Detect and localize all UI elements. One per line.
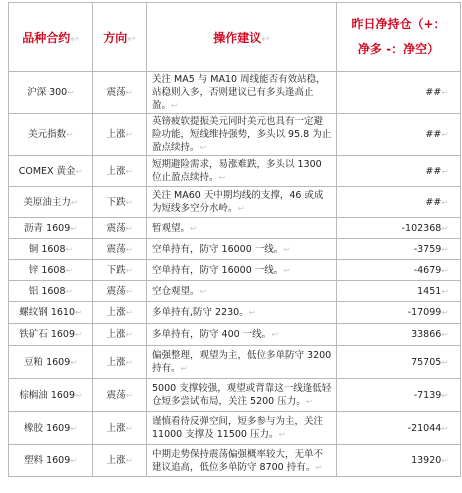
paragraph-mark-icon: ↩	[125, 130, 133, 139]
position-cell-text: 75705	[411, 356, 442, 368]
position-cell-text: ##	[425, 196, 442, 208]
direction-cell	[93, 412, 147, 445]
table-row	[9, 346, 461, 379]
paragraph-mark-icon: ↩	[125, 456, 133, 465]
advice-cell	[147, 114, 337, 156]
advice-cell	[147, 346, 337, 379]
paragraph-mark-icon: ↩	[70, 456, 77, 465]
direction-cell-text: 上涨	[106, 422, 126, 434]
direction-cell	[93, 302, 147, 324]
position-cell-text: ##	[425, 87, 442, 98]
paragraph-mark-icon: ↩	[271, 330, 278, 339]
direction-cell	[93, 445, 147, 477]
variety-cell	[9, 412, 93, 445]
paragraph-mark-icon: ↩	[283, 265, 290, 275]
position-cell	[337, 412, 461, 445]
variety-cell-text: 美元指数	[28, 129, 67, 140]
header-variety-label: 品种合约	[22, 30, 71, 45]
paragraph-mark-icon: ↩	[70, 197, 78, 207]
advice-cell	[147, 302, 337, 324]
advice-cell-text: 中期走势保持震荡偏强概率较大，无单不建议追高，低位多单防守 8700 持有。	[152, 448, 324, 473]
table-row	[9, 114, 461, 156]
variety-cell-text: 橡胶 1609	[24, 422, 71, 434]
paragraph-mark-icon: ↩	[180, 364, 188, 373]
paragraph-mark-icon: ↩	[441, 265, 448, 275]
paragraph-mark-icon: ↩	[125, 286, 133, 296]
paragraph-mark-icon: ↩	[283, 244, 290, 254]
variety-cell-text: 沥青 1609	[24, 222, 71, 234]
direction-cell	[93, 156, 147, 187]
paragraph-mark-icon: ↩	[441, 88, 448, 97]
variety-cell-text: 棕榈油 1609	[19, 389, 75, 401]
advice-cell-text: 暂观望。	[152, 222, 191, 234]
paragraph-mark-icon: ↩	[278, 430, 286, 439]
table-row	[9, 260, 461, 281]
position-cell	[337, 72, 461, 114]
advice-cell	[147, 187, 337, 218]
variety-cell-text: 铝 1608	[28, 285, 66, 297]
advice-cell-text: 英镑疲软提振美元同时美元也具有一定避险功能，短线维持强势，多头以 95.8 为止盈点续持。	[152, 116, 332, 153]
paragraph-mark-icon: ↩	[441, 423, 448, 433]
position-cell	[337, 445, 461, 477]
futures-strategy-table-wrapper	[8, 2, 460, 477]
direction-cell-text: 震荡	[106, 285, 126, 297]
direction-cell	[93, 239, 147, 260]
direction-cell	[93, 260, 147, 281]
direction-cell-text: 下跌	[106, 264, 126, 276]
header-position-line1: 昨日净持仓（+：	[351, 17, 446, 31]
paragraph-mark-icon: ↩	[190, 223, 197, 233]
table-row	[9, 239, 461, 260]
paragraph-mark-icon: ↩	[125, 265, 133, 275]
header-suggestion	[147, 3, 337, 72]
variety-cell	[9, 302, 93, 324]
paragraph-mark-icon: ↩	[218, 173, 226, 182]
advice-cell	[147, 260, 337, 281]
variety-cell	[9, 379, 93, 412]
paragraph-mark-icon: ↩	[125, 197, 133, 207]
position-cell	[337, 346, 461, 379]
advice-cell	[147, 156, 337, 187]
advice-cell	[147, 239, 337, 260]
variety-cell	[9, 324, 93, 346]
position-cell	[337, 239, 461, 260]
advice-cell	[147, 445, 337, 477]
paragraph-mark-icon: ↩	[441, 308, 448, 317]
table-row	[9, 187, 461, 218]
direction-cell	[93, 346, 147, 379]
paragraph-mark-icon: ↩	[441, 166, 448, 176]
direction-cell-text: 上涨	[106, 356, 126, 368]
position-cell	[337, 260, 461, 281]
paragraph-mark-icon: ↩	[66, 130, 73, 139]
paragraph-mark-icon: ↩	[70, 33, 79, 45]
position-cell-text: -3759	[413, 243, 442, 255]
header-direction-label: 方向	[103, 30, 128, 45]
direction-cell	[93, 218, 147, 239]
advice-cell	[147, 218, 337, 239]
paragraph-mark-icon: ↩	[125, 88, 133, 97]
header-variety	[9, 3, 93, 72]
position-cell	[337, 302, 461, 324]
position-cell	[337, 324, 461, 346]
paragraph-mark-icon: ↩	[75, 390, 82, 400]
direction-cell-text: 震荡	[106, 87, 126, 98]
paragraph-mark-icon: ↩	[125, 357, 133, 367]
paragraph-mark-icon: ↩	[441, 390, 448, 400]
paragraph-mark-icon: ↩	[125, 423, 133, 433]
paragraph-mark-icon: ↩	[75, 308, 82, 317]
header-position-line2: 净多 -：净空）	[357, 42, 440, 56]
paragraph-mark-icon: ↩	[199, 286, 207, 296]
variety-cell	[9, 239, 93, 260]
advice-cell-text: 空单持有，防守 16000 一线。	[152, 243, 284, 255]
position-cell	[337, 379, 461, 412]
table-row	[9, 302, 461, 324]
paragraph-mark-icon: ↩	[65, 244, 73, 254]
variety-cell	[9, 114, 93, 156]
direction-cell	[93, 324, 147, 346]
variety-cell-text: 锌 1608	[28, 264, 66, 276]
paragraph-mark-icon: ↩	[305, 397, 313, 406]
direction-cell	[93, 281, 147, 302]
table-row	[9, 324, 461, 346]
advice-cell	[147, 72, 337, 114]
advice-cell-text: 短期避险需求，易涨难跌，多头以 1300 位止盈点续持。	[152, 159, 322, 183]
table-row	[9, 412, 461, 445]
variety-cell-text: COMEX 黄金	[18, 165, 76, 177]
paragraph-mark-icon: ↩	[67, 88, 74, 97]
table-header-row	[9, 3, 461, 72]
advice-cell-text: 多单持有,防守 2230。	[152, 307, 249, 318]
variety-cell	[9, 187, 93, 218]
position-cell-text: ##	[425, 129, 442, 140]
direction-cell	[93, 187, 147, 218]
paragraph-mark-icon: ↩	[65, 265, 73, 275]
paragraph-mark-icon: ↩	[441, 330, 448, 339]
table-row	[9, 379, 461, 412]
table-row	[9, 218, 461, 239]
paragraph-mark-icon: ↩	[127, 33, 136, 45]
variety-cell-text: 塑料 1609	[24, 455, 71, 466]
position-cell-text: 1451	[417, 285, 442, 297]
paragraph-mark-icon: ↩	[125, 223, 133, 233]
variety-cell	[9, 281, 93, 302]
paragraph-mark-icon: ↩	[70, 357, 77, 367]
table-body	[9, 72, 461, 477]
table-row	[9, 156, 461, 187]
paragraph-mark-icon: ↩	[125, 166, 133, 176]
header-suggestion-label: 操作建议	[213, 30, 262, 45]
advice-cell-text: 谨慎看待反弹空间，短多参与为主，关注 11000 支撑及 11500 压力。	[152, 416, 324, 440]
table-row	[9, 445, 461, 477]
header-direction	[93, 3, 147, 72]
paragraph-mark-icon: ↩	[315, 462, 322, 472]
variety-cell-text: 螺纹钢 1610	[19, 307, 75, 318]
paragraph-mark-icon: ↩	[441, 286, 448, 296]
direction-cell-text: 上涨	[106, 307, 126, 318]
paragraph-mark-icon: ↩	[261, 33, 270, 45]
paragraph-mark-icon: ↩	[441, 244, 448, 254]
advice-cell	[147, 281, 337, 302]
position-cell-text: -21044	[407, 422, 442, 434]
position-cell	[337, 156, 461, 187]
variety-cell	[9, 218, 93, 239]
variety-cell	[9, 156, 93, 187]
direction-cell-text: 下跌	[106, 196, 126, 208]
variety-cell	[9, 346, 93, 379]
paragraph-mark-icon: ↩	[75, 166, 83, 176]
advice-cell-text: 关注 MA5 与 MA10 周线能否有效站稳，站稳则入多，否则建议已有多头逢高止盈。	[152, 74, 326, 111]
variety-cell-text: 豆粕 1609	[24, 356, 71, 368]
advice-cell	[147, 379, 337, 412]
table-row	[9, 72, 461, 114]
paragraph-mark-icon: ↩	[171, 101, 178, 110]
position-cell	[337, 114, 461, 156]
direction-cell-text: 震荡	[106, 222, 126, 234]
paragraph-mark-icon: ↩	[237, 204, 245, 213]
position-cell	[337, 187, 461, 218]
direction-cell-text: 震荡	[106, 389, 126, 401]
advice-cell	[147, 324, 337, 346]
direction-cell-text: 上涨	[106, 165, 126, 177]
paragraph-mark-icon: ↩	[441, 357, 448, 367]
direction-cell-text: 上涨	[106, 329, 126, 340]
direction-cell-text: 上涨	[106, 129, 126, 140]
position-cell	[337, 281, 461, 302]
paragraph-mark-icon: ↩	[125, 330, 133, 339]
variety-cell-text: 沪深 300	[27, 87, 68, 98]
advice-cell-text: 关注 MA60 天中期均线的支撑，46 或成为短线多空分水岭。	[152, 190, 324, 214]
position-cell	[337, 218, 461, 239]
direction-cell-text: 震荡	[106, 243, 126, 255]
paragraph-mark-icon: ↩	[441, 130, 448, 139]
table-row	[9, 281, 461, 302]
position-cell-text: -4679	[413, 264, 442, 276]
variety-cell-text: 铁矿石 1609	[19, 329, 75, 340]
paragraph-mark-icon: ↩	[70, 223, 77, 233]
direction-cell	[93, 379, 147, 412]
variety-cell	[9, 72, 93, 114]
position-cell-text: -17099	[407, 307, 442, 318]
paragraph-mark-icon: ↩	[441, 223, 448, 233]
advice-cell-text: 偏强整理，观望为主，低位多单防守 3200 持有。	[152, 350, 332, 374]
header-position	[337, 3, 461, 72]
advice-cell-text: 5000 支撑较强，观望或背靠这一线逢低轻仓短多尝试布局，关注 5200 压力。	[152, 383, 332, 407]
direction-cell-text: 上涨	[106, 455, 126, 466]
paragraph-mark-icon: ↩	[125, 308, 133, 317]
advice-cell	[147, 412, 337, 445]
position-cell-text: 13920	[411, 455, 442, 466]
paragraph-mark-icon: ↩	[441, 197, 448, 207]
variety-cell	[9, 445, 93, 477]
paragraph-mark-icon: ↩	[199, 143, 207, 152]
paragraph-mark-icon: ↩	[125, 390, 133, 400]
direction-cell	[93, 72, 147, 114]
paragraph-mark-icon: ↩	[70, 423, 77, 433]
paragraph-mark-icon: ↩	[125, 244, 133, 254]
advice-cell-text: 空单持有，防守 16000 一线。	[152, 264, 284, 276]
position-cell-text: -102368	[401, 222, 442, 234]
futures-strategy-table	[8, 2, 461, 477]
position-cell-text: 33866	[411, 329, 442, 340]
paragraph-mark-icon: ↩	[65, 286, 73, 296]
advice-cell-text: 空仓观望。	[152, 285, 200, 297]
direction-cell	[93, 114, 147, 156]
variety-cell-text: 美原油主力	[23, 196, 71, 208]
paragraph-mark-icon: ↩	[248, 308, 256, 317]
variety-cell-text: 铜 1608	[28, 243, 66, 255]
variety-cell	[9, 260, 93, 281]
advice-cell-text: 多单持有，防守 400 一线。	[152, 329, 272, 340]
position-cell-text: ##	[425, 165, 442, 177]
paragraph-mark-icon: ↩	[441, 456, 448, 465]
paragraph-mark-icon: ↩	[75, 330, 82, 339]
position-cell-text: -7139	[413, 389, 442, 401]
